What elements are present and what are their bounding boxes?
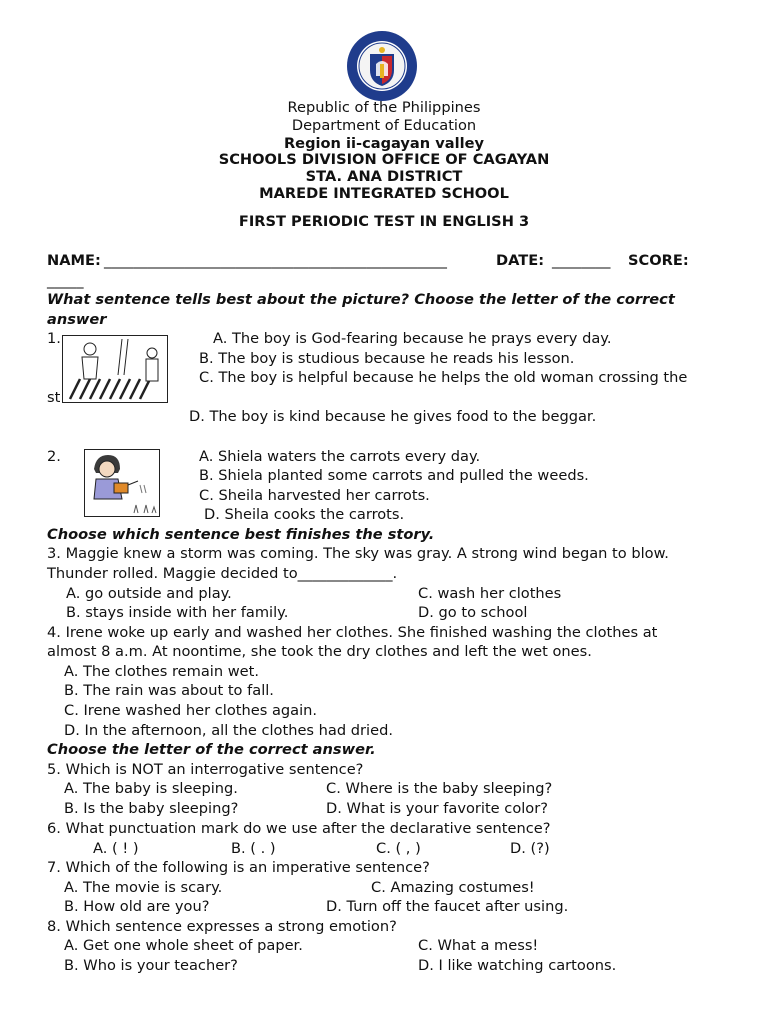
q5-stem: 5. Which is NOT an interrogative sentence? xyxy=(47,761,364,778)
q1-option-c-wrap: st xyxy=(47,389,61,406)
score-blank[interactable]: _____ xyxy=(47,272,84,289)
q6-option-d[interactable]: D. (?) xyxy=(510,840,550,857)
q2-number: 2. xyxy=(47,448,61,465)
section1-instruction: What sentence tells best about the picture? Choose the letter of the correct xyxy=(47,291,675,308)
q4-option-b[interactable]: B. The rain was about to fall. xyxy=(64,682,274,699)
region-line: Region ii-cagayan valley xyxy=(283,135,485,152)
q3-option-d[interactable]: D. go to school xyxy=(418,604,528,621)
division-line: SCHOOLS DIVISION OFFICE OF CAGAYAN xyxy=(218,151,550,168)
q8-stem: 8. Which sentence expresses a strong emotion? xyxy=(47,918,397,935)
q7-option-a[interactable]: A. The movie is scary. xyxy=(64,879,223,896)
q1-option-d[interactable]: D. The boy is kind because he gives food to the beggar. xyxy=(189,408,597,425)
deped-seal-logo xyxy=(346,30,418,102)
q2-picture-girl-watering-icon xyxy=(84,449,160,517)
section3-instruction: Choose the letter of the correct answer. xyxy=(47,741,376,758)
q6-stem: 6. What punctuation mark do we use after the declarative sentence? xyxy=(47,820,551,837)
q4-option-c[interactable]: C. Irene washed her clothes again. xyxy=(64,702,318,719)
date-label: DATE: xyxy=(496,252,545,269)
score-label: SCORE: xyxy=(628,252,689,269)
q5-option-c[interactable]: C. Where is the baby sleeping? xyxy=(326,780,553,797)
q1-number: 1. xyxy=(47,330,61,347)
q1-option-c[interactable]: C. The boy is helpful because he helps the old woman crossing the xyxy=(199,369,688,386)
q7-option-b[interactable]: B. How old are you? xyxy=(64,898,210,915)
q5-option-b[interactable]: B. Is the baby sleeping? xyxy=(64,800,239,817)
q2-option-c[interactable]: C. Sheila harvested her carrots. xyxy=(199,487,430,504)
q3-option-c[interactable]: C. wash her clothes xyxy=(418,585,562,602)
name-blank[interactable]: _______________________________________________ xyxy=(104,252,447,269)
q1-option-a[interactable]: A. The boy is God-fearing because he prays every day. xyxy=(213,330,612,347)
q5-option-a[interactable]: A. The baby is sleeping. xyxy=(64,780,238,797)
district-line: STA. ANA DISTRICT xyxy=(305,168,463,185)
q6-option-c[interactable]: C. ( , ) xyxy=(376,840,421,857)
q7-option-d[interactable]: D. Turn off the faucet after using. xyxy=(326,898,569,915)
q1-option-b[interactable]: B. The boy is studious because he reads his lesson. xyxy=(199,350,575,367)
q4-option-a[interactable]: A. The clothes remain wet. xyxy=(64,663,260,680)
republic-line: Republic of the Philippines xyxy=(287,99,481,116)
section1-instruction-cont: answer xyxy=(47,311,107,328)
q3-stem-line1: 3. Maggie knew a storm was coming. The sky was gray. A strong wind began to blow. xyxy=(47,545,669,562)
q2-option-a[interactable]: A. Shiela waters the carrots every day. xyxy=(199,448,481,465)
q2-option-d[interactable]: D. Sheila cooks the carrots. xyxy=(204,506,405,523)
q6-option-b[interactable]: B. ( . ) xyxy=(231,840,276,857)
q8-option-c[interactable]: C. What a mess! xyxy=(418,937,539,954)
q8-option-a[interactable]: A. Get one whole sheet of paper. xyxy=(64,937,303,954)
q5-option-d[interactable]: D. What is your favorite color? xyxy=(326,800,548,817)
q8-option-b[interactable]: B. Who is your teacher? xyxy=(64,957,238,974)
q4-option-d[interactable]: D. In the afternoon, all the clothes had dried. xyxy=(64,722,393,739)
q1-picture-crossing-icon xyxy=(62,335,168,403)
q4-stem-line1: 4. Irene woke up early and washed her clothes. She finished washing the clothes at xyxy=(47,624,658,641)
q2-option-b[interactable]: B. Shiela planted some carrots and pulled the weeds. xyxy=(199,467,589,484)
test-title: FIRST PERIODIC TEST IN ENGLISH 3 xyxy=(238,213,530,230)
q4-stem-line2: almost 8 a.m. At noontime, she took the dry clothes and left the wet ones. xyxy=(47,643,592,660)
q7-stem: 7. Which of the following is an imperative sentence? xyxy=(47,859,430,876)
q7-option-c[interactable]: C. Amazing costumes! xyxy=(371,879,535,896)
section2-instruction: Choose which sentence best finishes the story. xyxy=(47,526,435,543)
department-line: Department of Education xyxy=(291,117,477,134)
q3-option-b[interactable]: B. stays inside with her family. xyxy=(66,604,289,621)
q3-stem-line2: Thunder rolled. Maggie decided to_____________. xyxy=(47,565,398,582)
q8-option-d[interactable]: D. I like watching cartoons. xyxy=(418,957,617,974)
name-label: NAME: xyxy=(47,252,101,269)
q3-option-a[interactable]: A. go outside and play. xyxy=(66,585,232,602)
date-blank[interactable]: ________ xyxy=(552,252,611,269)
q6-option-a[interactable]: A. ( ! ) xyxy=(93,840,139,857)
school-line: MAREDE INTEGRATED SCHOOL xyxy=(259,185,509,202)
